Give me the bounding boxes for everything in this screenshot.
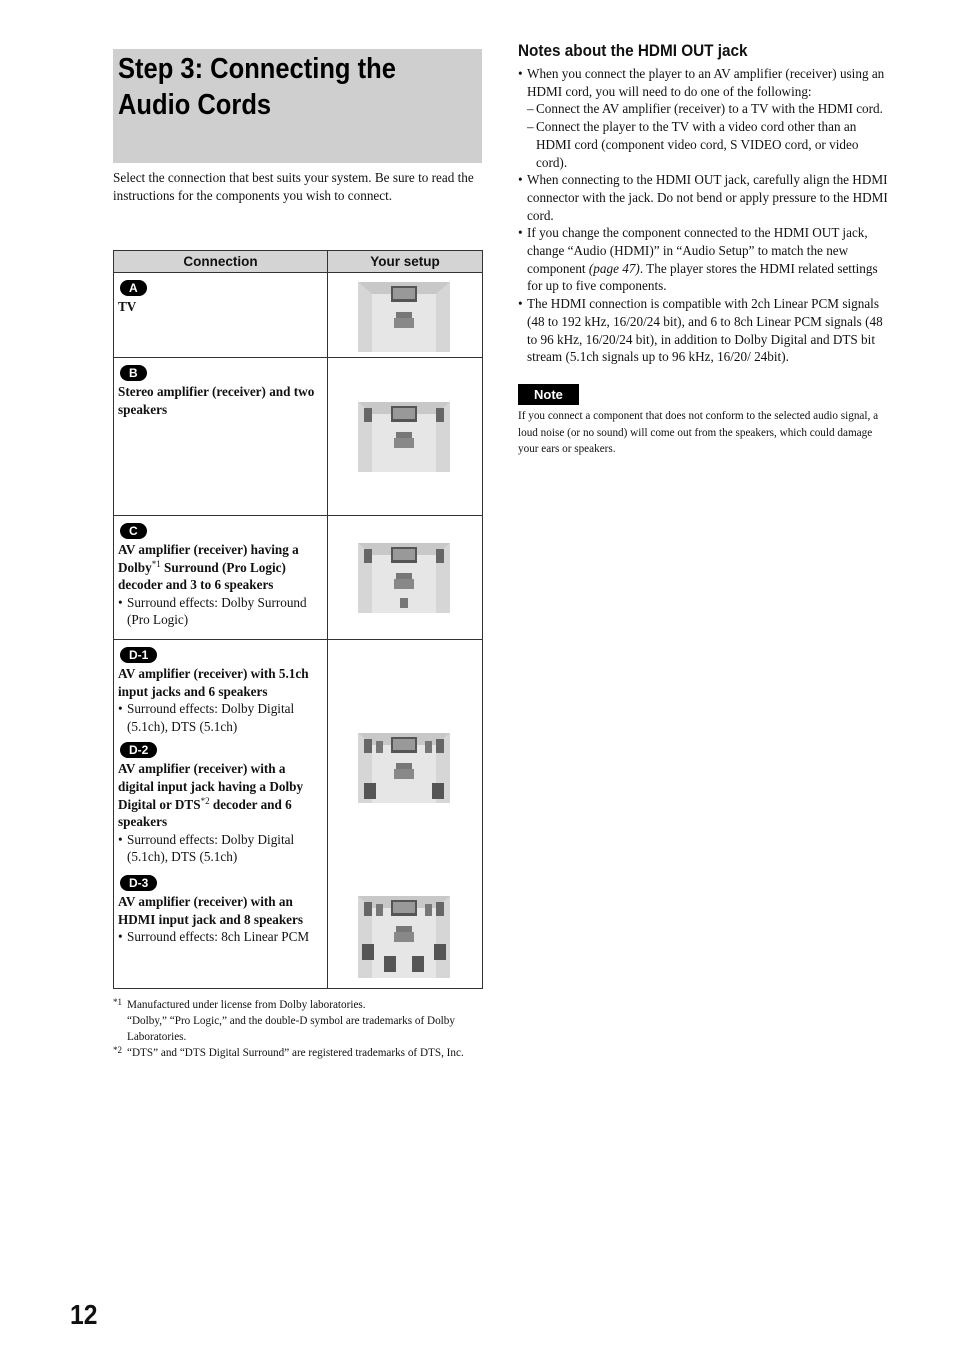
column-header-connection: Connection (114, 251, 328, 273)
hdmi-note-1-sub-2: – Connect the player to the TV with a video cord other than an HDMI cord (component video cord, S VIDEO cord, or video cord). (518, 118, 890, 171)
hdmi-note-2: • When connecting to the HDMI OUT jack, carefully align the HDMI connector with the jack. Do not bend or apply pressure to the HDMI cord. (518, 171, 890, 224)
table-row-a (114, 273, 483, 358)
note-label: Note (518, 384, 579, 405)
footnote-2-marker: *2 (113, 1045, 122, 1055)
setup-diagram-8ch (358, 896, 450, 978)
hdmi-notes-heading: Notes about the HDMI OUT jack (518, 41, 748, 60)
surround-effects-c: • Surround effects: Dolby Surround (Pro Logic) (118, 594, 323, 629)
badge-d1: D-1 (120, 647, 157, 663)
connection-label-d1: AV amplifier (receiver) with 5.1ch input jacks and 6 speakers (118, 666, 309, 699)
hdmi-note-4: • The HDMI connection is compatible with 2ch Linear PCM signals (48 to 192 kHz, 16/20/24 bit), and 6 to 8ch Linear PCM signals (48 to 96 kHz, 16/20/24 bit), in addition to Dolby Digital and DTS bit stream (5.1ch signals up to 96 kHz, 16/20/ 24bit). (518, 295, 890, 366)
surround-effects-d3: • Surround effects: 8ch Linear PCM (118, 928, 323, 946)
connection-label-a: TV (118, 299, 137, 314)
page-number: 12 (70, 1299, 98, 1330)
footnote-1-marker: *1 (113, 997, 122, 1007)
table-row-c (114, 516, 483, 640)
hdmi-note-3: • If you change the component connected to the HDMI OUT jack, change “Audio (HDMI)” in “Audio Setup” to match the new component (page 47). The player stores the HDMI related settings for up to five components. (518, 224, 890, 295)
hdmi-note-1: • When you connect the player to an AV amplifier (receiver) using an HDMI cord, you will need to do one of the following: (518, 65, 890, 100)
column-header-setup: Your setup (328, 251, 483, 273)
intro-text: Select the connection that best suits your system. Be sure to read the instructions for the components you wish to connect. (113, 170, 474, 203)
hdmi-note-1-sub-1: – Connect the AV amplifier (receiver) to a TV with the HDMI cord. (518, 100, 890, 118)
connection-label-b: Stereo amplifier (receiver) and two speakers (118, 384, 315, 417)
badge-c: C (120, 523, 147, 539)
note-text: If you connect a component that does not conform to the selected audio signal, a loud noise (or no sound) will come out from the speakers, which could damage your ears or speakers. (518, 409, 879, 456)
surround-effects-d2: • Surround effects: Dolby Digital (5.1ch), DTS (5.1ch) (118, 831, 323, 866)
setup-diagram-tv (358, 282, 450, 352)
badge-a: A (120, 280, 147, 296)
footnote-1: *1 Manufactured under license from Dolby laboratories. “Dolby,” “Pro Logic,” and the double-D symbol are trademarks of Dolby Laboratories. (113, 997, 483, 1045)
page-reference: (page 47) (588, 260, 640, 276)
surround-effects-d1: • Surround effects: Dolby Digital (5.1ch), DTS (5.1ch) (118, 700, 323, 735)
setup-diagram-51ch (358, 733, 450, 803)
hdmi-notes-section (518, 40, 890, 458)
setup-diagram-prologic (358, 543, 450, 613)
page-title: Step 3: Connecting the Audio Cords (118, 53, 396, 121)
table-row-b (114, 358, 483, 516)
setup-diagram-stereo (358, 402, 450, 472)
connection-label-c: AV amplifier (receiver) having a Dolby$^{*1}$ Surround (Pro Logic) decoder and 3 to 6 speakers (118, 542, 299, 593)
title-box (113, 49, 482, 163)
connection-label-d3: AV amplifier (receiver) with an HDMI input jack and 8 speakers (118, 893, 304, 927)
footnotes (113, 997, 483, 1061)
badge-d2: D-2 (120, 742, 157, 758)
connection-label-d2: AV amplifier (receiver) with a digital input jack having a Dolby Digital or DTS$^{*2}$ decoder and 6 speakers (118, 761, 304, 830)
footnote-2: *2 “DTS” and “DTS Digital Surround” are registered trademarks of DTS, Inc. (113, 1045, 483, 1061)
badge-b: B (120, 365, 147, 381)
table-row-d (114, 640, 483, 989)
connection-table (113, 250, 483, 989)
badge-d3: D-3 (120, 875, 157, 891)
